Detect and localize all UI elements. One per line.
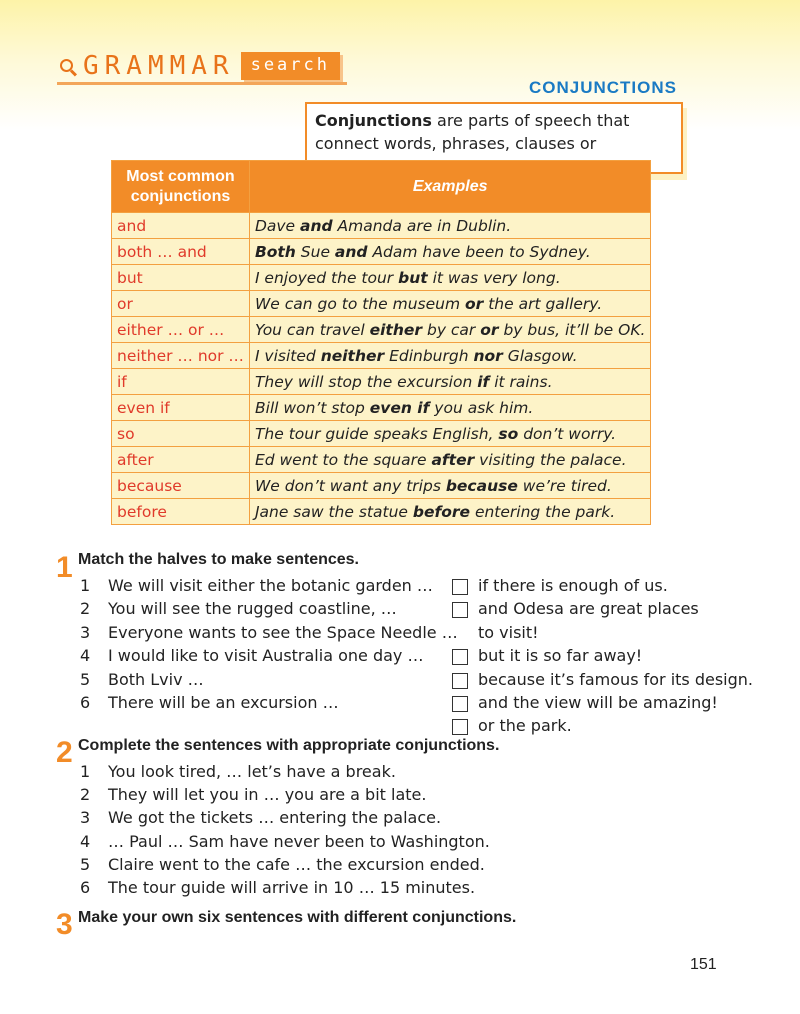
item-text: The tour guide will arrive in 10 … 15 minutes. bbox=[108, 878, 476, 897]
item-number: 6 bbox=[80, 878, 91, 897]
item-text: I would like to visit Australia one day … bbox=[108, 646, 424, 666]
conjunction-cell: because bbox=[112, 473, 250, 499]
table-row bbox=[112, 239, 651, 265]
item-number: 2 bbox=[80, 599, 91, 619]
item-number: 5 bbox=[80, 854, 91, 874]
definition-term: Conjunctions bbox=[315, 111, 432, 130]
example-text: by bus, it’ll be OK. bbox=[498, 320, 646, 339]
exercise-1-title: Match the halves to make sentences. bbox=[78, 551, 359, 568]
example-text: Amanda are in Dublin. bbox=[332, 216, 512, 235]
exercise-1-right-item: or the park. bbox=[478, 716, 572, 736]
exercise-1-right-item: and Odesa are great places bbox=[478, 599, 699, 619]
item-text: There will be an excursion … bbox=[108, 693, 339, 712]
item-number: 4 bbox=[80, 646, 91, 666]
exercise-2-item bbox=[80, 855, 485, 874]
answer-checkbox[interactable] bbox=[452, 673, 468, 689]
example-text: They will stop the excursion bbox=[254, 372, 478, 391]
item-text: They will let you in … you are a bit late. bbox=[108, 785, 427, 805]
example-text: We don’t want any trips bbox=[254, 476, 446, 495]
example-conjunction: or bbox=[480, 320, 499, 339]
header-underline bbox=[57, 82, 347, 85]
example-conjunction: either bbox=[369, 320, 423, 339]
example-text: We can go to the museum bbox=[254, 294, 465, 313]
answer-checkbox[interactable] bbox=[452, 649, 468, 665]
example-cell bbox=[249, 395, 651, 421]
table-header-row bbox=[112, 161, 651, 213]
exercise-1-left-item bbox=[80, 599, 397, 618]
example-text: Edinburgh bbox=[384, 346, 474, 365]
item-text: You look tired, … let’s have a break. bbox=[108, 762, 396, 781]
item-number: 1 bbox=[80, 762, 91, 781]
example-conjunction: nor bbox=[473, 346, 503, 365]
item-number: 5 bbox=[80, 669, 91, 689]
grammar-search-header bbox=[57, 49, 340, 83]
conjunction-cell: or bbox=[112, 291, 250, 317]
conjunction-cell: if bbox=[112, 369, 250, 395]
table-row bbox=[112, 343, 651, 369]
example-conjunction: if bbox=[477, 372, 490, 391]
example-text: Ed went to the square bbox=[254, 450, 432, 469]
example-text: the art gallery. bbox=[483, 294, 603, 313]
conjunction-cell: before bbox=[112, 499, 250, 525]
section-title: CONJUNCTIONS bbox=[528, 78, 677, 97]
exercise-2-item bbox=[80, 808, 441, 827]
example-text: you ask him. bbox=[429, 398, 534, 417]
example-text: we’re tired. bbox=[517, 476, 612, 495]
example-conjunction: but bbox=[398, 268, 428, 287]
exercise-1-left-item bbox=[80, 576, 433, 595]
example-cell bbox=[249, 213, 651, 239]
example-conjunction: and bbox=[300, 216, 333, 235]
conjunction-cell: but bbox=[112, 265, 250, 291]
item-number: 2 bbox=[80, 785, 91, 805]
item-number: 3 bbox=[80, 808, 91, 828]
item-number: 1 bbox=[80, 576, 91, 595]
header-examples: Examples bbox=[249, 161, 651, 213]
example-cell bbox=[249, 473, 651, 499]
magnifier-icon bbox=[57, 55, 79, 77]
example-conjunction: neither bbox=[320, 346, 385, 365]
example-cell bbox=[249, 239, 651, 265]
exercise-2-number: 2 bbox=[56, 736, 73, 769]
exercise-3-number: 3 bbox=[56, 908, 73, 941]
example-text: Bill won’t stop bbox=[254, 398, 370, 417]
example-text: Adam have been to Sydney. bbox=[367, 242, 591, 261]
table-row bbox=[112, 369, 651, 395]
table-row bbox=[112, 447, 651, 473]
exercise-1-left-item bbox=[80, 693, 339, 712]
example-cell bbox=[249, 499, 651, 525]
header-conjunctions: Most common conjunctions bbox=[112, 161, 250, 213]
exercise-2-title: Complete the sentences with appropriate conjunctions. bbox=[78, 737, 500, 754]
conjunction-cell: after bbox=[112, 447, 250, 473]
example-text: it rains. bbox=[489, 372, 553, 391]
item-text: We got the tickets … entering the palace. bbox=[108, 808, 442, 828]
exercise-1-left-item bbox=[80, 646, 423, 665]
example-conjunction: or bbox=[464, 294, 484, 313]
conjunctions-table bbox=[111, 160, 651, 525]
example-conjunction: because bbox=[445, 476, 518, 495]
example-cell bbox=[249, 265, 651, 291]
conjunction-cell: so bbox=[112, 421, 250, 447]
example-conjunction: before bbox=[412, 502, 471, 521]
example-text: by car bbox=[422, 320, 481, 339]
exercise-2-item bbox=[80, 878, 475, 897]
item-text: … Paul … Sam have never been to Washington. bbox=[108, 831, 490, 851]
example-text: it was very long. bbox=[427, 268, 561, 287]
example-text: entering the park. bbox=[470, 502, 616, 521]
conjunction-cell: even if bbox=[112, 395, 250, 421]
table-row bbox=[112, 265, 651, 291]
table-row bbox=[112, 473, 651, 499]
exercise-2-item bbox=[80, 785, 426, 804]
item-text: Claire went to the cafe … the excursion ended. bbox=[108, 854, 485, 874]
example-text: I visited bbox=[254, 346, 321, 365]
exercise-1-right-item: but it is so far away! bbox=[478, 646, 643, 666]
exercise-2-item bbox=[80, 832, 490, 851]
table-row bbox=[112, 421, 651, 447]
definition-text: are parts of speech that connect words, phrases, clauses or bbox=[315, 111, 630, 153]
exercise-1-number: 1 bbox=[56, 551, 73, 584]
exercise-1-right-item: and the view will be amazing! bbox=[478, 693, 718, 712]
item-text: Both Lviv … bbox=[108, 669, 204, 689]
example-cell bbox=[249, 291, 651, 317]
example-text: Jane saw the statue bbox=[254, 502, 413, 521]
example-text: The tour guide speaks English, bbox=[254, 424, 499, 443]
table-row bbox=[112, 317, 651, 343]
example-conjunction: even if bbox=[369, 398, 430, 417]
example-cell bbox=[249, 421, 651, 447]
exercise-3-title: Make your own six sentences with different conjunctions. bbox=[78, 909, 517, 926]
example-conjunction: Both bbox=[254, 242, 296, 261]
example-conjunction: and bbox=[334, 242, 368, 261]
example-conjunction: so bbox=[498, 424, 519, 443]
table-row bbox=[112, 395, 651, 421]
answer-checkbox[interactable] bbox=[452, 696, 468, 712]
example-text: You can travel bbox=[254, 320, 370, 339]
example-text: Dave bbox=[254, 216, 301, 235]
grammar-label: GRAMMAR bbox=[83, 51, 235, 81]
answer-checkbox[interactable] bbox=[452, 602, 468, 618]
table-row bbox=[112, 213, 651, 239]
conjunction-cell: both … and bbox=[112, 239, 250, 265]
conjunction-cell: neither … nor … bbox=[112, 343, 250, 369]
exercise-1-right-item: if there is enough of us. bbox=[478, 576, 668, 595]
example-cell bbox=[249, 343, 651, 369]
example-text: visiting the palace. bbox=[474, 450, 627, 469]
conjunction-cell: and bbox=[112, 213, 250, 239]
example-cell bbox=[249, 317, 651, 343]
example-cell bbox=[249, 369, 651, 395]
conjunction-cell: either … or … bbox=[112, 317, 250, 343]
table-row bbox=[112, 291, 651, 317]
example-text: don’t worry. bbox=[518, 424, 617, 443]
table-row bbox=[112, 499, 651, 525]
item-text: We will visit either the botanic garden … bbox=[108, 576, 433, 595]
item-text: Everyone wants to see the Space Needle … bbox=[108, 622, 458, 642]
example-text: I enjoyed the tour bbox=[254, 268, 399, 287]
item-number: 6 bbox=[80, 693, 91, 712]
exercise-1-left-item bbox=[80, 670, 204, 689]
exercise-2-item bbox=[80, 762, 396, 781]
item-text: You will see the rugged coastline, … bbox=[108, 599, 397, 619]
exercise-1-left-item bbox=[80, 623, 458, 642]
example-conjunction: after bbox=[431, 450, 475, 469]
example-text: Glasgow. bbox=[502, 346, 578, 365]
exercise-1-right-item: to visit! bbox=[478, 622, 539, 642]
answer-checkbox[interactable] bbox=[452, 579, 468, 595]
example-text: Sue bbox=[295, 242, 335, 261]
item-number: 4 bbox=[80, 831, 91, 851]
search-tag: search bbox=[241, 52, 340, 80]
example-cell bbox=[249, 447, 651, 473]
exercise-1-right-item: because it’s famous for its design. bbox=[478, 669, 753, 689]
item-number: 3 bbox=[80, 622, 91, 642]
page-number: 151 bbox=[690, 956, 717, 973]
answer-checkbox[interactable] bbox=[452, 719, 468, 735]
